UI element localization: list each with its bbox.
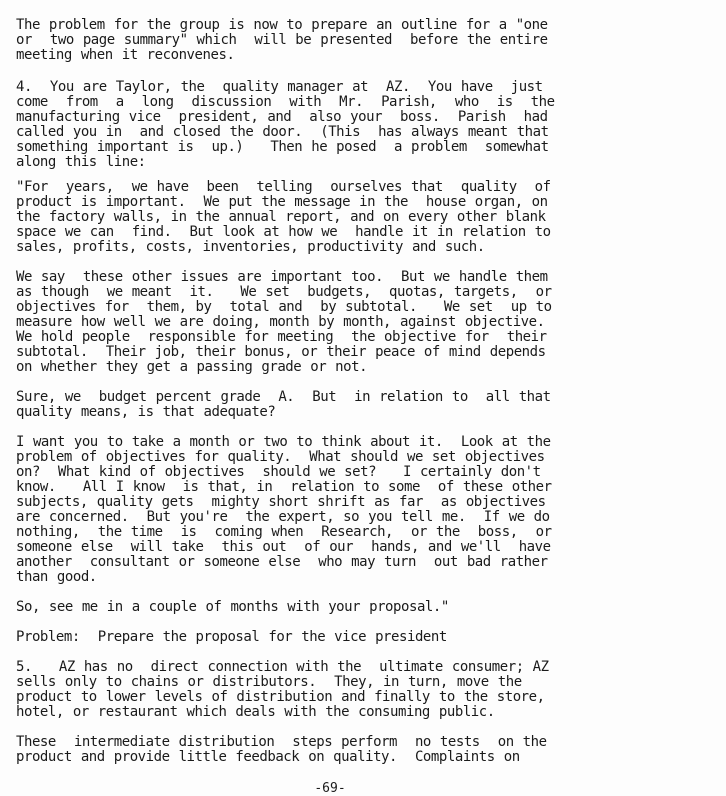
paragraph-case-4: 4. You are Taylor, the quality manager at AZ. You have just come from a long discussion with Mr. Parish, who is the manufacturing vice president, and also your boss. Parish had called you in and closed the door. (This has always meant that something important is up.) Then he posed a problem somewhat along this line: xyxy=(16,79,555,170)
paragraph-see-me: So, see me in a couple of months with your proposal." xyxy=(16,599,449,615)
paragraph-problem: Problem: Prepare the proposal for the vice president xyxy=(16,629,447,645)
page-number: -69- xyxy=(314,781,346,796)
paragraph-intermediate: These intermediate distribution steps perform no tests on the product and provide little feedback on quality. Complaints on xyxy=(16,734,547,765)
paragraph-intro: The problem for the group is now to prepare an outline for a "one or two page summary" which will be presented before the entire meeting when it reconvenes. xyxy=(16,17,548,63)
paragraph-i-want: I want you to take a month or two to think about it. Look at the problem of objectives for quality. What should we set objectives on? What kind of objectives should we set? I certainly don't know. All I know is that, in relation to some of these other subjects, quality gets mighty short shrift as far as objectives are concerned. But you're the expert, so you tell me. If we do nothing, the time is coming when Research, or the boss, or someone else will take this out of our hands, and we'll have another consultant or someone else who may turn out bad rather than good. xyxy=(16,434,552,585)
paragraph-we-say: We say these other issues are important too. But we handle them as though we meant it. We set budgets, quotas, targets, or objectives for them, by total and by subtotal. We set up to measure how well we are doing, month by month, against objective. We hold people responsible for meeting the objective for their subtotal. Their job, their bonus, or their peace of mind depends on whether they get a passing grade or not. xyxy=(16,269,552,375)
paragraph-case-5: 5. AZ has no direct connection with the ultimate consumer; AZ sells only to chains or distributors. They, in turn, move the product to lower levels of distribution and finally to the store, hotel, or restaurant which deals with the consuming public. xyxy=(16,659,549,720)
paragraph-sure: Sure, we budget percent grade A. But in relation to all that quality means, is that adequate? xyxy=(16,389,551,420)
paragraph-quote-years: "For years, we have been telling ourselves that quality of product is important. We put the message in the house organ, on the factory walls, in the annual report, and on every other blank space we can find. But look at how we handle it in relation to sales, profits, costs, inventories, productivity and such. xyxy=(16,179,551,255)
